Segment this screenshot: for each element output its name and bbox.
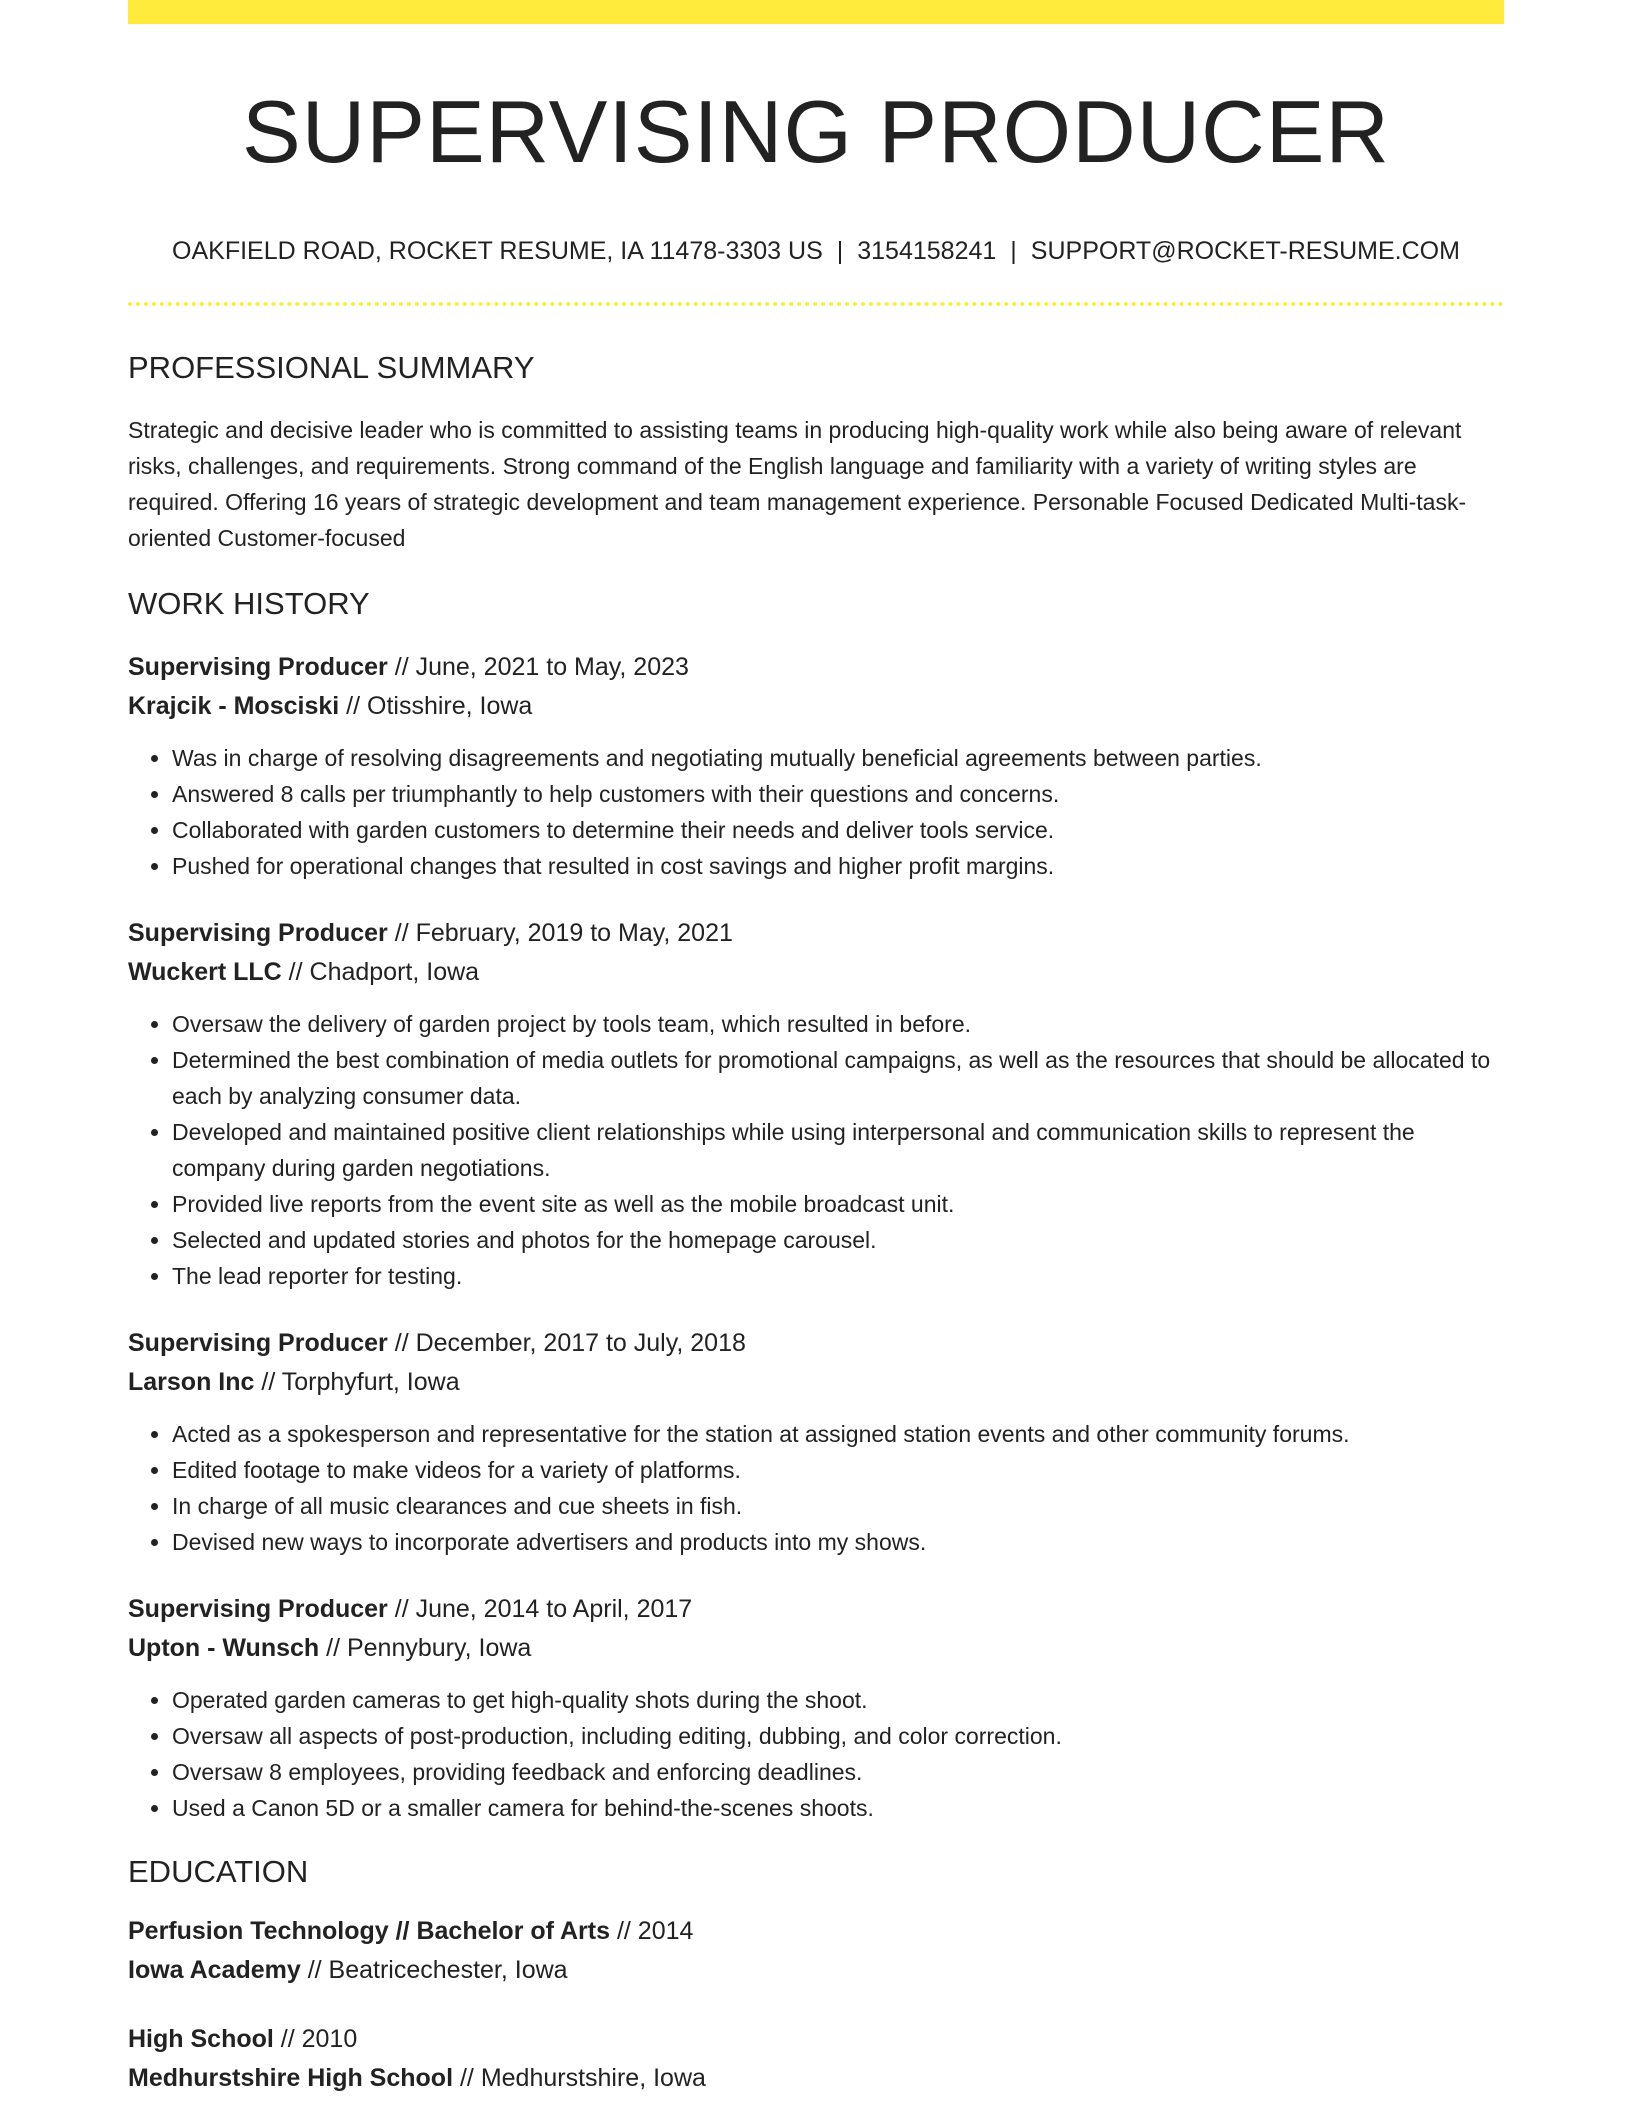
job-title-line <box>128 914 1504 953</box>
job-location: // Chadport, Iowa <box>281 958 480 986</box>
summary-heading: PROFESSIONAL SUMMARY <box>128 350 535 385</box>
job-bullet: • Operated garden cameras to get high-quality shots during the shoot. <box>172 1682 1504 1718</box>
accent-top-bar <box>128 0 1504 24</box>
education-school: Iowa Academy <box>128 1956 301 1984</box>
job-bullet: • In charge of all music clearances and cue sheets in fish. <box>172 1488 1504 1524</box>
job-bullet: • Devised new ways to incorporate advertisers and products into my shows. <box>172 1524 1504 1560</box>
contact-address: OAKFIELD ROAD, ROCKET RESUME, IA 11478-3303 US <box>172 237 823 265</box>
job-company-line <box>128 1363 1504 1402</box>
education-school-line <box>128 2059 1504 2098</box>
job-entry <box>128 914 1504 1294</box>
job-bullet: • The lead reporter for testing. <box>172 1258 1504 1294</box>
job-bullets <box>128 1416 1504 1560</box>
contact-separator: | <box>836 237 844 265</box>
education-entry <box>128 2020 1504 2098</box>
job-bullet: • Developed and maintained positive client relationships while using interpersonal and communication skills to represent the company during garden negotiations. <box>172 1114 1504 1186</box>
job-location: // Pennybury, Iowa <box>319 1634 532 1662</box>
job-company-line <box>128 953 1504 992</box>
job-entry <box>128 1590 1504 1826</box>
job-bullet: • Edited footage to make videos for a variety of platforms. <box>172 1452 1504 1488</box>
education-degree-line <box>128 2020 1504 2059</box>
education-entry <box>128 1912 1504 1990</box>
contact-line <box>128 236 1504 266</box>
job-role: Supervising Producer <box>128 919 388 947</box>
job-bullet: • Determined the best combination of media outlets for promotional campaigns, as well as the resources that should be allocated to each by analyzing consumer data. <box>172 1042 1504 1114</box>
education-year: // 2010 <box>273 2025 358 2053</box>
resume-page <box>128 0 1504 2098</box>
job-company-line <box>128 687 1504 726</box>
job-bullet: • Collaborated with garden customers to determine their needs and deliver tools service. <box>172 812 1504 848</box>
education-school: Medhurstshire High School <box>128 2064 454 2092</box>
job-bullet: • Oversaw the delivery of garden project by tools team, which resulted in before. <box>172 1006 1504 1042</box>
job-role: Supervising Producer <box>128 1595 388 1623</box>
education-heading: EDUCATION <box>128 1854 309 1889</box>
education-degree-line <box>128 1912 1504 1951</box>
job-title-line <box>128 1324 1504 1363</box>
job-bullets <box>128 1682 1504 1826</box>
job-role: Supervising Producer <box>128 1329 388 1357</box>
contact-phone: 3154158241 <box>857 237 997 265</box>
job-bullets <box>128 740 1504 884</box>
job-company: Larson Inc <box>128 1368 255 1396</box>
job-bullets <box>128 1006 1504 1294</box>
job-dates: // December, 2017 to July, 2018 <box>387 1329 746 1357</box>
job-dates: // June, 2014 to April, 2017 <box>387 1595 693 1623</box>
job-location: // Torphyfurt, Iowa <box>254 1368 460 1396</box>
job-bullet: • Pushed for operational changes that resulted in cost savings and higher profit margins. <box>172 848 1504 884</box>
contact-email[interactable]: SUPPORT@ROCKET-RESUME.COM <box>1030 237 1460 265</box>
job-bullet: • Provided live reports from the event site as well as the mobile broadcast unit. <box>172 1186 1504 1222</box>
education-location: // Medhurstshire, Iowa <box>453 2064 706 2092</box>
education-degree: Perfusion Technology // Bachelor of Arts <box>128 1917 611 1945</box>
job-company: Wuckert LLC <box>128 958 282 986</box>
job-bullet: • Oversaw 8 employees, providing feedback and enforcing deadlines. <box>172 1754 1504 1790</box>
job-title-line <box>128 648 1504 687</box>
job-location: // Otisshire, Iowa <box>339 692 533 720</box>
job-bullet: • Selected and updated stories and photos for the homepage carousel. <box>172 1222 1504 1258</box>
education-year: // 2014 <box>610 1917 694 1945</box>
job-entry <box>128 1324 1504 1560</box>
job-bullet: • Answered 8 calls per triumphantly to help customers with their questions and concerns. <box>172 776 1504 812</box>
education-degree: High School <box>128 2025 274 2053</box>
job-title-line <box>128 1590 1504 1629</box>
page-title: SUPERVISING PRODUCER <box>242 82 1390 181</box>
job-dates: // February, 2019 to May, 2021 <box>387 919 733 947</box>
job-company: Krajcik - Mosciski <box>128 692 340 720</box>
job-bullet: • Was in charge of resolving disagreements and negotiating mutually beneficial agreements between parties. <box>172 740 1504 776</box>
job-entry <box>128 648 1504 884</box>
job-company: Upton - Wunsch <box>128 1634 320 1662</box>
job-role: Supervising Producer <box>128 653 388 681</box>
education-school-line <box>128 1951 1504 1990</box>
education-location: // Beatricechester, Iowa <box>300 1956 568 1984</box>
dotted-divider <box>128 302 1504 306</box>
job-bullet: • Oversaw all aspects of post-production, including editing, dubbing, and color correction. <box>172 1718 1504 1754</box>
summary-text: Strategic and decisive leader who is committed to assisting teams in producing high-quality work while also being aware of relevant risks, challenges, and requirements. Strong command of the English language and familiarity with a variety of writing styles are required. Offering 16 years of strategic development and team management experience. Personable Focused Dedicated Multi-task-oriented Customer-focused <box>128 417 1467 551</box>
job-bullet: • Acted as a spokesperson and representative for the station at assigned station events and other community forums. <box>172 1416 1504 1452</box>
job-dates: // June, 2021 to May, 2023 <box>387 653 689 681</box>
work-history-heading: WORK HISTORY <box>128 586 370 621</box>
job-company-line <box>128 1629 1504 1668</box>
contact-separator: | <box>1010 237 1017 265</box>
job-bullet: • Used a Canon 5D or a smaller camera for behind-the-scenes shoots. <box>172 1790 1504 1826</box>
